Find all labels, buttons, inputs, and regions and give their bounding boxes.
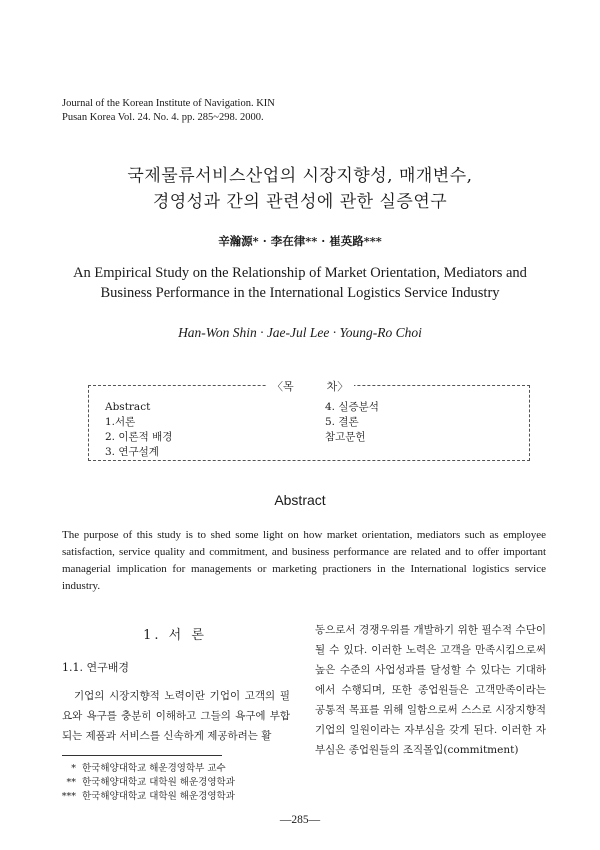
english-title <box>0 263 600 303</box>
abstract-heading: Abstract <box>274 492 326 508</box>
right-column-text: 동으로서 경쟁우위를 개발하기 위한 필수적 수단이 될 수 있다. 이러한 노력은 고객을 만족시킴으로써 높은 수준의 사업성과를 달성할 수 있다는 기대하에서 수행되며, 또한 종업원들은 고객만족이라는 공통적 목표를 위해 일함으로써 스스로 시장지향적 기업의 일원이라는 자부심을 갖게 된다. 이러한 자부심은 종업원들의 조직몰입(commitment) <box>315 624 546 756</box>
toc-title: 〈목 차〉 <box>266 378 354 394</box>
footnote-mark: *** <box>61 791 76 802</box>
toc-left-column <box>105 400 172 460</box>
korean-title-line-2: 경영성과 간의 관련성에 관한 실증연구 <box>152 192 448 212</box>
journal-citation <box>62 97 275 125</box>
korean-title <box>0 163 600 215</box>
toc-right-column <box>325 400 379 445</box>
subsection-heading: 1.1. 연구배경 <box>62 661 129 674</box>
toc-item: Abstract <box>105 401 151 413</box>
footnote-text: 한국해양대학교 대학원 해운경영학과 <box>82 791 235 802</box>
footnote-text: 한국해양대학교 해운경영학부 교수 <box>82 763 226 774</box>
toc-item: 참고문헌 <box>325 431 366 443</box>
korean-title-line-1: 국제물류서비스산업의 시장지향성, 매개변수, <box>127 166 473 186</box>
english-authors: Han-Won Shin · Jae-Jul Lee · Young-Ro Choi <box>178 325 422 340</box>
section-heading: 1. 서 론 <box>143 628 207 643</box>
footnotes <box>52 762 235 804</box>
journal-line-2: Pusan Korea Vol. 24. No. 4. pp. 285~298. 2000. <box>62 112 264 123</box>
toc-item: 4. 실증분석 <box>325 401 379 413</box>
toc-item: 1.서론 <box>105 416 136 428</box>
footnote-text: 한국해양대학교 대학원 해운경영학과 <box>82 777 235 788</box>
toc-item: 2. 이론적 배경 <box>105 431 173 443</box>
journal-line-1: Journal of the Korean Institute of Navigation. KIN <box>62 98 275 109</box>
footnote <box>52 776 235 790</box>
footnote <box>52 762 235 776</box>
toc-item: 3. 연구설계 <box>105 446 159 458</box>
english-title-line-1: An Empirical Study on the Relationship of Market Orientation, Mediators and <box>73 265 527 281</box>
korean-authors: 辛瀚源* · 李在律** · 崔英路*** <box>218 234 382 248</box>
footnote-mark: * <box>71 763 76 774</box>
toc-item: 5. 결론 <box>325 416 359 428</box>
english-title-line-2: Business Performance in the International Logistics Service Industry <box>100 285 500 301</box>
page-number: —285— <box>279 814 321 826</box>
left-column-text: 기업의 시장지향적 노력이란 기업이 고객의 필요와 욕구를 충분히 이해하고 그들의 욕구에 부합되는 제품과 서비스를 신속하게 제공하려는 활 <box>62 690 290 742</box>
abstract-body: The purpose of this study is to shed some light on how market orientation, mediators such as employee satisfaction, service quality and commitment, and business performance are related and to offer important managerial implication for managements or marketing practioners in the International logistics service industry. <box>62 529 546 592</box>
footnote-divider <box>62 755 222 756</box>
footnote <box>52 790 235 804</box>
footnote-mark: ** <box>66 777 76 788</box>
